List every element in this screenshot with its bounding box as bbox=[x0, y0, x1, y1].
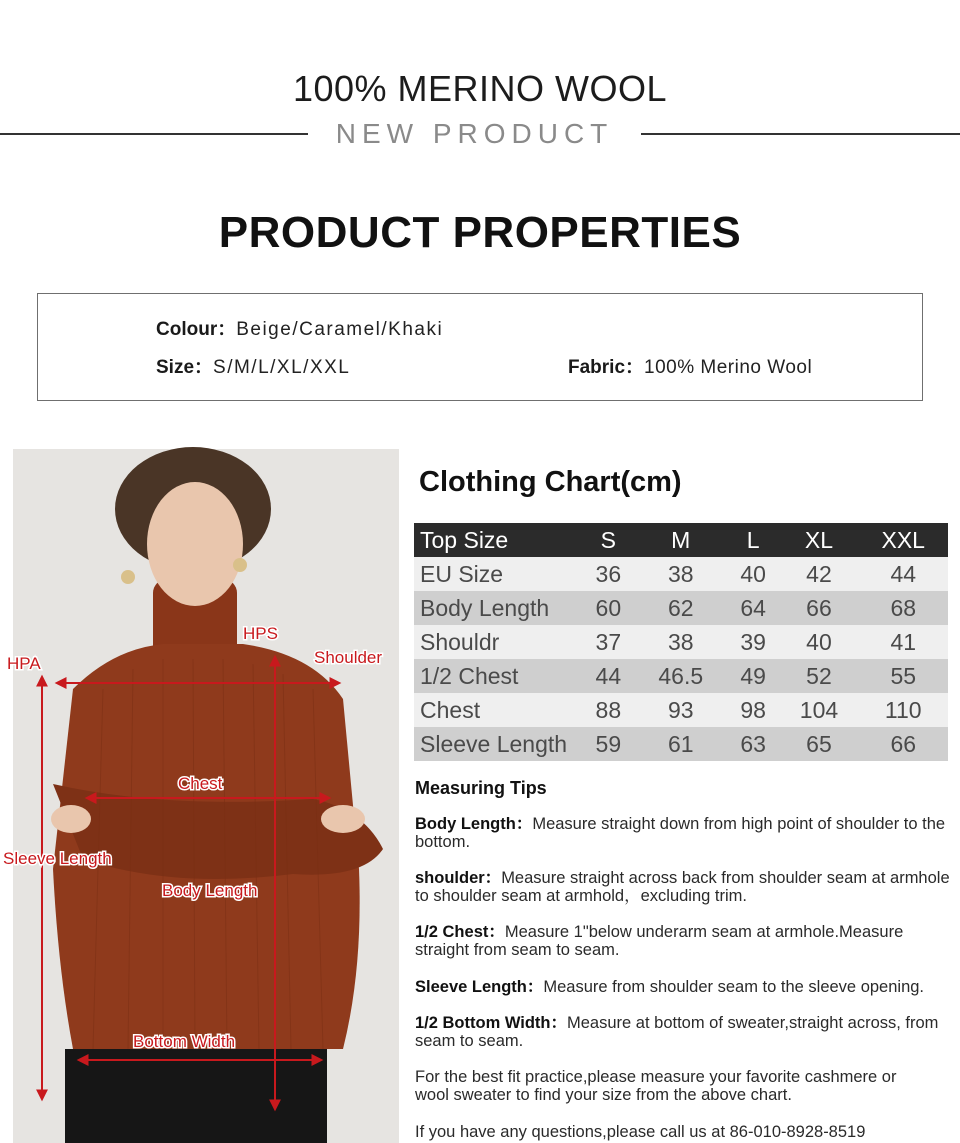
tip-sleeve-length bbox=[415, 978, 955, 996]
table-row bbox=[414, 659, 948, 693]
size-chart-header-row bbox=[414, 523, 948, 557]
measurement-illustration bbox=[3, 449, 399, 1143]
fabric-value: 100% Merino Wool bbox=[644, 357, 813, 378]
table-cell: 44 bbox=[858, 557, 948, 591]
property-colour bbox=[156, 314, 443, 341]
table-cell: 38 bbox=[635, 625, 727, 659]
header-subtitle: NEW PRODUCT bbox=[335, 118, 614, 149]
header-cell: S bbox=[582, 523, 635, 557]
table-cell: 62 bbox=[635, 591, 727, 625]
colour-label: Colour： bbox=[156, 319, 237, 340]
row-label: 1/2 Chest bbox=[414, 659, 582, 693]
size-value: S/M/L/XL/XXL bbox=[213, 357, 351, 378]
header-cell: M bbox=[635, 523, 727, 557]
row-label: Chest bbox=[414, 693, 582, 727]
table-cell: 66 bbox=[779, 591, 858, 625]
tip-bottom-width bbox=[415, 1014, 955, 1050]
tip-key: shoulder： bbox=[415, 869, 502, 887]
header-title: 100% MERINO WOOL bbox=[292, 68, 668, 109]
properties-box bbox=[37, 293, 923, 401]
header-cell: XL bbox=[779, 523, 858, 557]
earring-right-icon bbox=[233, 558, 247, 572]
table-cell: 61 bbox=[635, 727, 727, 761]
label-shoulder: Shoulder bbox=[314, 648, 383, 667]
table-row bbox=[414, 591, 948, 625]
tip-half-chest bbox=[415, 923, 955, 959]
table-cell: 41 bbox=[858, 625, 948, 659]
table-cell: 59 bbox=[582, 727, 635, 761]
property-size bbox=[156, 352, 350, 379]
table-cell: 38 bbox=[635, 557, 727, 591]
header-cell: XXL bbox=[858, 523, 948, 557]
header-cell: Top Size bbox=[414, 523, 582, 557]
table-row bbox=[414, 557, 948, 591]
table-cell: 65 bbox=[779, 727, 858, 761]
hand-left-shape bbox=[51, 805, 91, 833]
table-cell: 104 bbox=[779, 693, 858, 727]
table-cell: 39 bbox=[727, 625, 780, 659]
tip-text: Measure at bottom of sweater,straight across, from seam to seam. bbox=[415, 1014, 939, 1050]
table-row bbox=[414, 625, 948, 659]
measuring-tips-title: Measuring Tips bbox=[415, 778, 547, 798]
table-cell: 42 bbox=[779, 557, 858, 591]
table-cell: 37 bbox=[582, 625, 635, 659]
tip-key: 1/2 Bottom Width： bbox=[415, 1014, 568, 1032]
table-cell: 36 bbox=[582, 557, 635, 591]
tip-text: Measure 1"below underarm seam at armhole.Measure straight from seam to seam. bbox=[415, 923, 904, 959]
table-cell: 52 bbox=[779, 659, 858, 693]
tip-key: 1/2 Chest： bbox=[415, 923, 505, 941]
table-cell: 49 bbox=[727, 659, 780, 693]
table-cell: 40 bbox=[727, 557, 780, 591]
tip-text: Measure straight down from high point of shoulder to the bottom. bbox=[415, 815, 946, 851]
tip-key: Body Length： bbox=[415, 815, 533, 833]
face-shape bbox=[147, 482, 243, 606]
fabric-label: Fabric： bbox=[568, 357, 645, 378]
label-body-length: Body Length bbox=[162, 881, 258, 900]
table-row bbox=[414, 693, 948, 727]
tip-shoulder bbox=[415, 869, 955, 905]
row-label: Sleeve Length bbox=[414, 727, 582, 761]
size-label: Size： bbox=[156, 357, 214, 378]
fit-practice-note: For the best fit practice,please measure your favorite cashmere or wool sweater to find your size from the above chart. bbox=[415, 1068, 897, 1104]
label-bottom-width: Bottom Width bbox=[133, 1032, 236, 1051]
table-cell: 40 bbox=[779, 625, 858, 659]
label-hps: HPS bbox=[243, 624, 278, 643]
tip-text: Measure straight across back from shoulder seam at armhole to shoulder seam at armhold，excluding trim. bbox=[415, 869, 950, 905]
header-divider-right bbox=[641, 133, 960, 135]
table-cell: 68 bbox=[858, 591, 948, 625]
table-cell: 93 bbox=[635, 693, 727, 727]
trousers-shape bbox=[65, 1049, 327, 1143]
header-divider-left bbox=[0, 133, 308, 135]
contact-line: If you have any questions,please call us at 86-010-8928-8519 bbox=[415, 1123, 866, 1141]
table-cell: 66 bbox=[858, 727, 948, 761]
label-sleeve-length: Sleeve Length bbox=[3, 849, 112, 868]
table-cell: 44 bbox=[582, 659, 635, 693]
table-row bbox=[414, 727, 948, 761]
header-cell: L bbox=[727, 523, 780, 557]
table-cell: 98 bbox=[727, 693, 780, 727]
label-chest: Chest bbox=[178, 774, 223, 793]
row-label: Body Length bbox=[414, 591, 582, 625]
table-cell: 64 bbox=[727, 591, 780, 625]
tip-key: Sleeve Length： bbox=[415, 978, 544, 996]
row-label: EU Size bbox=[414, 557, 582, 591]
table-cell: 88 bbox=[582, 693, 635, 727]
table-cell: 60 bbox=[582, 591, 635, 625]
label-hpa: HPA bbox=[7, 654, 41, 673]
row-label: Shouldr bbox=[414, 625, 582, 659]
table-cell: 46.5 bbox=[635, 659, 727, 693]
table-cell: 63 bbox=[727, 727, 780, 761]
colour-value: Beige/Caramel/Khaki bbox=[236, 319, 444, 340]
section-title-properties: PRODUCT PROPERTIES bbox=[218, 208, 742, 257]
table-cell: 55 bbox=[858, 659, 948, 693]
tip-text: Measure from shoulder seam to the sleeve opening. bbox=[543, 978, 925, 996]
clothing-chart-title: Clothing Chart(cm) bbox=[419, 466, 682, 498]
size-chart-table bbox=[414, 523, 948, 761]
tip-body-length bbox=[415, 815, 955, 851]
earring-left-icon bbox=[121, 570, 135, 584]
property-fabric bbox=[568, 352, 812, 379]
table-cell: 110 bbox=[858, 693, 948, 727]
product-photo bbox=[3, 449, 399, 1143]
hand-right-shape bbox=[321, 805, 365, 833]
